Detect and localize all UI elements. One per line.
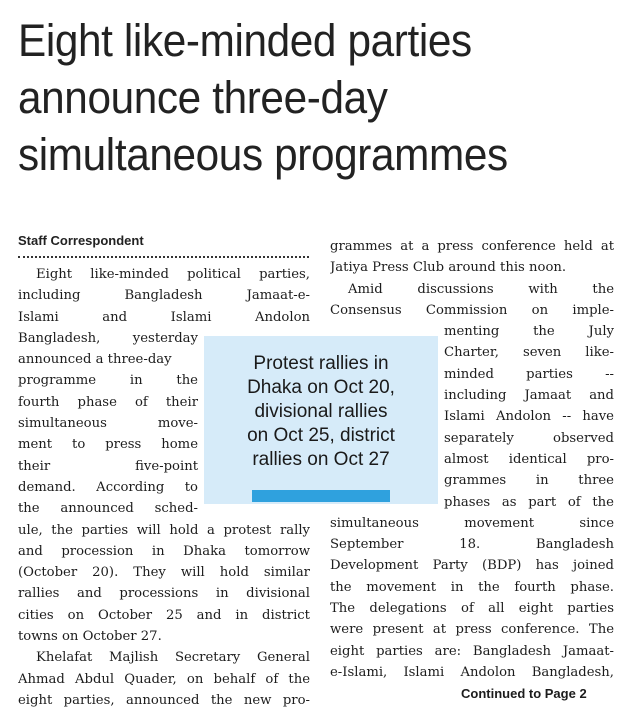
body-line: Consensus Commission on imple- (330, 302, 614, 318)
byline: Staff Correspondent (18, 233, 144, 248)
body-line: Khelafat Majlish Secretary General (36, 650, 310, 666)
body-line: (October 20). They will hold similar (18, 565, 310, 581)
body-line: cities on October 25 and in district (18, 607, 310, 623)
pull-quote-line: on Oct 25, district (247, 425, 395, 446)
body-line: and procession in Dhaka tomorrow (18, 543, 310, 559)
body-line: Ahmad Abdul Quader, on behalf of the (18, 671, 310, 687)
pull-quote-line: Dhaka on Oct 20, (247, 377, 395, 398)
body-line: eight parties are: Bangladesh Jamaat- (330, 643, 614, 659)
body-line: were present at press conference. The (330, 622, 614, 638)
body-line: minded parties -- (444, 366, 614, 382)
body-line: Jatiya Press Club around this noon. (330, 260, 567, 276)
headline-line: simultaneous programmes (18, 129, 508, 180)
body-line: demand. According to (18, 479, 198, 495)
body-line: programme in the (18, 373, 198, 389)
body-line: towns on October 27. (18, 629, 162, 645)
body-line: almost identical pro- (444, 451, 614, 467)
body-line: simultaneous move- (18, 416, 198, 432)
pull-quote-line: Protest rallies in (253, 353, 389, 374)
body-line: the movement in the fourth phase. (330, 579, 614, 595)
body-line: ment to press home (18, 437, 198, 453)
body-line: eight parties, announced the new pro- (18, 692, 310, 708)
body-line: simultaneous movement since (330, 515, 614, 531)
body-line: announced a three-day (18, 352, 172, 368)
body-line: Development Party (BDP) has joined (330, 558, 614, 574)
pull-quote-line: divisional rallies (254, 401, 388, 422)
body-line: rallies and processions in divisional (18, 586, 310, 602)
headline-line: Eight like-minded parties (18, 15, 472, 66)
body-line: ule, the parties will hold a protest rally (18, 522, 310, 538)
body-line: including Bangladesh Jamaat-e- (18, 288, 310, 304)
body-line: The delegations of all eight parties (330, 601, 614, 617)
body-line: e-Islami, Islami Andolon Bangladesh, (330, 664, 614, 680)
body-line: fourth phase of their (18, 394, 198, 410)
headline (18, 12, 582, 183)
body-line: Islami and Islami Andolon (18, 309, 310, 325)
pull-quote (204, 336, 438, 504)
pull-quote-text (214, 352, 428, 472)
body-line: including Jamaat and (444, 388, 614, 404)
body-line: grammes in three (444, 473, 614, 489)
body-line: Islami Andolon -- have (444, 409, 614, 425)
body-line: the announced sched- (18, 501, 198, 517)
body-line: separately observed (444, 430, 614, 446)
headline-line: announce three-day (18, 72, 388, 123)
body-line: Amid discussions with the (348, 281, 614, 297)
pull-quote-accent-bar (252, 490, 390, 502)
body-line: September 18. Bangladesh (330, 537, 614, 553)
body-line: grammes at a press conference held at (330, 239, 614, 254)
continued-link[interactable]: Continued to Page 2 (461, 686, 587, 701)
pull-quote-line: rallies on Oct 27 (252, 449, 390, 470)
body-line: menting the July (444, 324, 614, 340)
body-line: phases as part of the (444, 494, 614, 510)
body-line: their five-point (18, 458, 198, 474)
body-line: Bangladesh, yesterday (18, 330, 198, 346)
dotted-divider (18, 256, 309, 258)
body-line: Charter, seven like- (444, 345, 614, 361)
body-line: Eight like-minded political parties, (36, 267, 310, 282)
